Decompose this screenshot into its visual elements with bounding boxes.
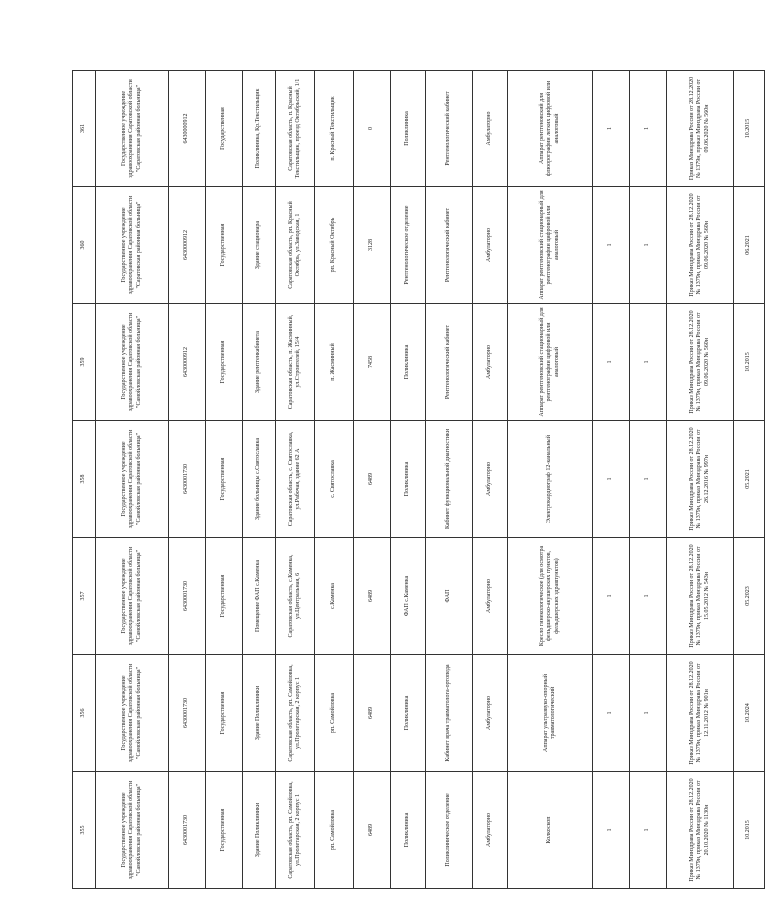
- table-row: [667, 71, 734, 889]
- cell-order: Приказ Минздрава России от 28.12.2020 № 1379н, приказ Минздрава России от 20.10.2020 № 1130н: [667, 772, 734, 889]
- table-body: [73, 71, 765, 889]
- cell-order: Приказ Минздрава России от 28.12.2020 № 1379н, приказ Минздрава России от 26.12.2016 № 997н: [667, 421, 734, 538]
- cell-address: Саратовская область, п. Красный Текстильщик, проезд Октябрьский, 1/1: [276, 71, 315, 187]
- cell-inn: 6430000912: [169, 187, 206, 304]
- equipment-table: [72, 70, 765, 889]
- cell-address: Саратовская область, с. Святославка, ул.Рабочая, здание 62 А: [276, 421, 315, 538]
- table-row: [473, 71, 508, 889]
- table-row: [391, 71, 426, 889]
- cell-equipment: Аппарат рентгеновский стационарный для рентгенографии цифровой или аналоговый: [508, 304, 593, 421]
- cell-structure: Кабинет врача травматолога-ортопеда: [426, 655, 473, 772]
- cell-date: 10.2024: [734, 655, 765, 772]
- cell-institution: Государственное учреждение здравоохранения Саратовской области "Самойловская районная больница": [96, 538, 169, 655]
- cell-ownership: Государственная: [206, 304, 243, 421]
- cell-order: Приказ Минздрава России от 28.12.2020 № 1379н, приказ Минздрава России от 09.06.2020 № 560н: [667, 71, 734, 187]
- cell-date: 10.2015: [734, 71, 765, 187]
- cell-population: 6489: [354, 421, 391, 538]
- cell-number: 357: [73, 538, 96, 655]
- table-row: [734, 71, 765, 889]
- cell-equipment: Аппарат ультразвуко-опорный травматологический: [508, 655, 593, 772]
- cell-inn: 6430001730: [169, 772, 206, 889]
- cell-institution: Государственное учреждение здравоохранения Саратовской области "Самойловская районная больница": [96, 304, 169, 421]
- cell-qty-fact: 1: [630, 421, 667, 538]
- cell-ownership: Государственная: [206, 655, 243, 772]
- table-row: [630, 71, 667, 889]
- cell-qty-fact: 1: [630, 71, 667, 187]
- cell-institution: Государственное учреждение здравоохранения Саратовской области "Самойловская районная больница": [96, 421, 169, 538]
- cell-division: Поликлиника: [391, 421, 426, 538]
- table-row: [96, 71, 169, 889]
- cell-locality: рп. Самойловка: [315, 772, 354, 889]
- cell-address: Саратовская область, п. Жасминный, ул.Строителей, 15/4: [276, 304, 315, 421]
- cell-qty-norm: 1: [593, 655, 630, 772]
- cell-address: Саратовская область, рп. Красный Октябрь, ул.Заводская, 1: [276, 187, 315, 304]
- cell-population: 6489: [354, 538, 391, 655]
- cell-qty-norm: 1: [593, 187, 630, 304]
- cell-population: 7458: [354, 304, 391, 421]
- cell-order: Приказ Минздрава России от 28.12.2020 № 1379н, приказ Минздрава России от 15.05.2012 № 543н: [667, 538, 734, 655]
- cell-population: 6489: [354, 772, 391, 889]
- cell-condition: Амбулаторно: [473, 304, 508, 421]
- table-row: [426, 71, 473, 889]
- cell-locality: рп. Самойловка: [315, 655, 354, 772]
- cell-population: 3128: [354, 187, 391, 304]
- cell-number: 355: [73, 772, 96, 889]
- cell-order: Приказ Минздрава России от 28.12.2020 № 1379н, приказ Минздрава России от 12.11.2012 № 901н: [667, 655, 734, 772]
- cell-number: 360: [73, 187, 96, 304]
- cell-division: Поликлиника: [391, 655, 426, 772]
- cell-equipment: Колкоскоп: [508, 772, 593, 889]
- cell-institution: Государственное учреждение здравоохранения Саратовской области "Саратовская районная больница": [96, 71, 169, 187]
- cell-date: 10.2015: [734, 772, 765, 889]
- cell-equipment: Кресло гинекологическое (для осмотра фельдшерско-акушерских пунктов, фельдшерских здравпунктов): [508, 538, 593, 655]
- cell-structure: ФАП: [426, 538, 473, 655]
- cell-institution: Государственное учреждение здравоохранения Саратовской области "Самойловская районная больница": [96, 655, 169, 772]
- cell-division: Рентгенологическое отделение: [391, 187, 426, 304]
- cell-date: 05.2023: [734, 538, 765, 655]
- cell-locality: с.Каменка: [315, 538, 354, 655]
- cell-building: Здание рентгенкабинета: [243, 304, 276, 421]
- cell-division: Поликлиника: [391, 304, 426, 421]
- cell-number: 359: [73, 304, 96, 421]
- cell-date: 06.2021: [734, 187, 765, 304]
- cell-qty-fact: 1: [630, 538, 667, 655]
- cell-qty-fact: 1: [630, 187, 667, 304]
- cell-equipment: Аппарат рентгеновский стационарный для рентгенографии цифровой или аналоговый: [508, 187, 593, 304]
- cell-ownership: Государственная: [206, 71, 243, 187]
- cell-condition: Амбулаторно: [473, 187, 508, 304]
- cell-qty-norm: 1: [593, 538, 630, 655]
- cell-structure: Рентгенологический кабинет: [426, 71, 473, 187]
- cell-inn: 6430001730: [169, 421, 206, 538]
- cell-building: Здание стационара: [243, 187, 276, 304]
- cell-inn: 6430001730: [169, 655, 206, 772]
- cell-locality: п. Красный Текстильщик: [315, 71, 354, 187]
- cell-equipment: Аппарат рентгеновский для флюорографии легких цифровой или аналоговый: [508, 71, 593, 187]
- cell-number: 358: [73, 421, 96, 538]
- table-row: [73, 71, 96, 889]
- cell-qty-norm: 1: [593, 772, 630, 889]
- cell-ownership: Государственная: [206, 421, 243, 538]
- cell-structure: Кабинет функциональной диагностики: [426, 421, 473, 538]
- cell-qty-norm: 1: [593, 304, 630, 421]
- cell-date: 05.2021: [734, 421, 765, 538]
- cell-division: ФАП с.Каменка: [391, 538, 426, 655]
- cell-population: 0: [354, 71, 391, 187]
- cell-inn: 6430001730: [169, 538, 206, 655]
- table-row: [276, 71, 315, 889]
- table-row: [315, 71, 354, 889]
- cell-qty-fact: 1: [630, 772, 667, 889]
- cell-structure: Рентгенологический кабинет: [426, 187, 473, 304]
- cell-qty-fact: 1: [630, 304, 667, 421]
- cell-inn: 6430000912: [169, 304, 206, 421]
- cell-locality: с. Святославка: [315, 421, 354, 538]
- cell-structure: Поликлиническое отделение: [426, 772, 473, 889]
- table-row: [169, 71, 206, 889]
- cell-division: Поликлиника: [391, 772, 426, 889]
- cell-equipment: Электрокардиограф 12-канальный: [508, 421, 593, 538]
- cell-condition: Амбулаторно: [473, 421, 508, 538]
- table-row: [243, 71, 276, 889]
- cell-locality: рп. Красный Октябрь: [315, 187, 354, 304]
- cell-ownership: Государственная: [206, 538, 243, 655]
- cell-condition: Амбулаторно: [473, 538, 508, 655]
- cell-number: 356: [73, 655, 96, 772]
- cell-institution: Государственное учреждение здравоохранения Саратовской области "Саратовская районная больница": [96, 187, 169, 304]
- cell-institution: Государственное учреждение здравоохранения Саратовской области "Самойловская районная больница": [96, 772, 169, 889]
- cell-building: Здание Поликлиники: [243, 772, 276, 889]
- cell-locality: п. Жасминный: [315, 304, 354, 421]
- cell-order: Приказ Минздрава России от 28.12.2020 № 1379н, приказ Минздрава России от 09.06.2020 № 560н: [667, 187, 734, 304]
- cell-ownership: Государственная: [206, 772, 243, 889]
- cell-qty-fact: 1: [630, 655, 667, 772]
- cell-qty-norm: 1: [593, 421, 630, 538]
- cell-condition: Амбулаторно: [473, 71, 508, 187]
- cell-ownership: Государственная: [206, 187, 243, 304]
- cell-inn: 6430000912: [169, 71, 206, 187]
- cell-building: Помещение ФАП с.Каменка: [243, 538, 276, 655]
- cell-condition: Амбулаторно: [473, 772, 508, 889]
- cell-address: Саратовская область, с.Каменка, ул.Центральная, 6: [276, 538, 315, 655]
- cell-building: Здание больницы с.Святославка: [243, 421, 276, 538]
- cell-building: Здание Поликлиники: [243, 655, 276, 772]
- table-row: [508, 71, 593, 889]
- table-row: [354, 71, 391, 889]
- table-row: [206, 71, 243, 889]
- cell-structure: Рентгенологический кабинет: [426, 304, 473, 421]
- cell-address: Саратовская область, рп. Самойловка, ул.Пролетарская, 2 корпус 1: [276, 655, 315, 772]
- cell-order: Приказ Минздрава России от 28.12.2020 № 1379н, приказ Минздрава России от 09.06.2020 № 560н: [667, 304, 734, 421]
- cell-address: Саратовская область, рп. Самойловка, ул.Пролетарская, 2 корпус 1: [276, 772, 315, 889]
- cell-condition: Амбулаторно: [473, 655, 508, 772]
- cell-division: Поликлиника: [391, 71, 426, 187]
- cell-date: 10.2015: [734, 304, 765, 421]
- cell-building: Поликлиника, Кр.Текстильщик: [243, 71, 276, 187]
- cell-population: 6489: [354, 655, 391, 772]
- cell-number: 361: [73, 71, 96, 187]
- table-row: [593, 71, 630, 889]
- cell-qty-norm: 1: [593, 71, 630, 187]
